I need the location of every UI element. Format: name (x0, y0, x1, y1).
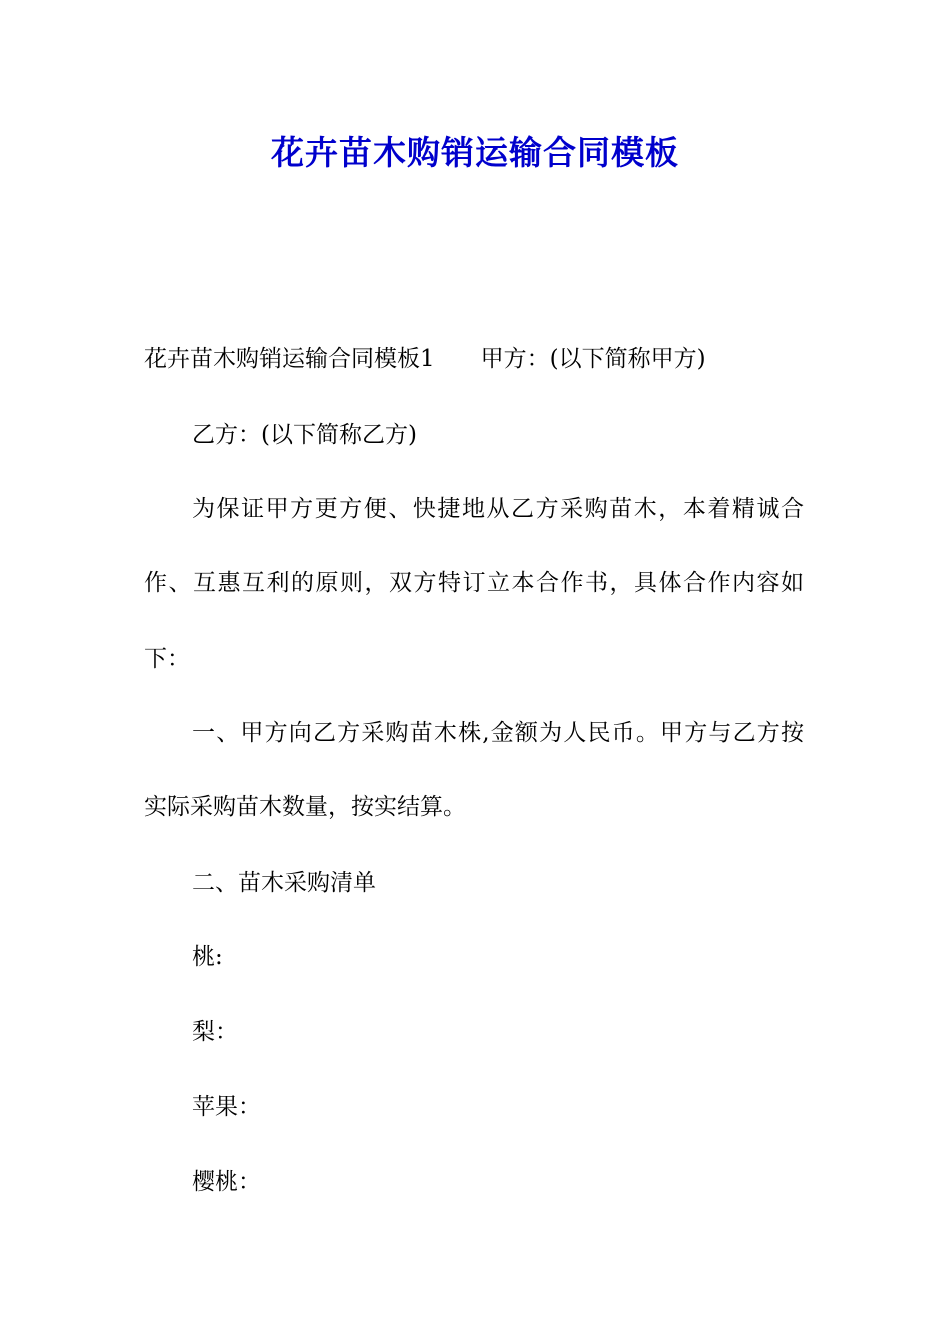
document-title: 花卉苗木购销运输合同模板 (271, 133, 679, 172)
heading-line: 花卉苗木购销运输合同模板1 甲方：(以下简称甲方) (144, 346, 706, 372)
section-heading: 二、苗木采购清单 (192, 870, 376, 896)
paragraph-line: 下： (144, 646, 190, 672)
paragraph-line: 一、甲方向乙方采购苗木株,金额为人民币。甲方与乙方按 (192, 720, 804, 746)
list-item: 樱桃： (192, 1169, 261, 1195)
paragraph-line: 实际采购苗木数量，按实结算。 (144, 794, 466, 820)
list-item: 桃: (192, 944, 223, 970)
list-item: 苹果： (192, 1094, 261, 1120)
paragraph-line: 乙方：(以下简称乙方) (192, 422, 417, 448)
paragraph-line: 为保证甲方更方便、快捷地从乙方采购苗木，本着精诚合 (192, 496, 804, 522)
paragraph-line: 作、互惠互利的原则，双方特订立本合作书，具体合作内容如 (144, 570, 804, 596)
list-item: 梨： (192, 1019, 238, 1045)
